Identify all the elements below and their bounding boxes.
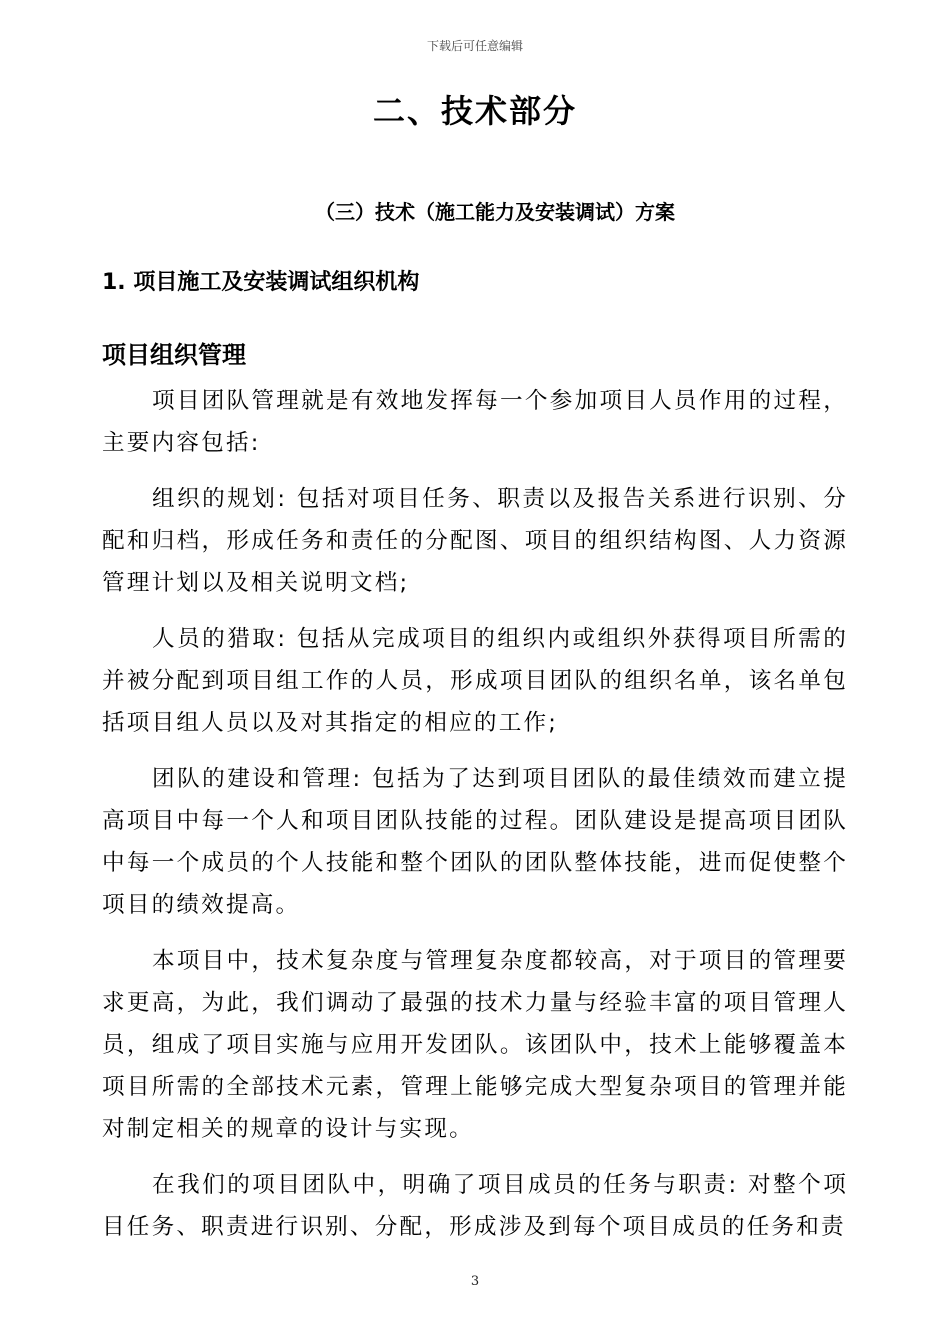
paragraph: 团队的建设和管理: 包括为了达到项目团队的最佳绩效而建立提高项目中每一个人和项目团队技能的过程。团队建设是提高项目团队中每一个成员的个人技能和整个团队的团队整体技能，进而促使整个项目的绩效提高。 <box>102 766 848 918</box>
section-subtitle: （三）技术（施工能力及安装调试）方案 <box>315 200 675 224</box>
page-header: 下载后可任意编辑 <box>426 39 523 53</box>
section-heading: 1. 项目施工及安装调试组织机构 <box>102 270 420 295</box>
subsection-heading: 项目组织管理 <box>102 341 246 369</box>
paragraph: 项目团队管理就是有效地发挥每一个参加项目人员作用的过程，主要内容包括: <box>102 388 848 456</box>
page-title: 二、技术部分 <box>372 92 577 130</box>
paragraph: 本项目中，技术复杂度与管理复杂度都较高，对于项目的管理要求更高，为此，我们调动了最强的技术力量与经验丰富的项目管理人员，组成了项目实施与应用开发团队。该团队中，技术上能够覆盖本项目所需的全部技术元素，管理上能够完成大型复杂项目的管理并能对制定相关的规章的设计与实现。 <box>102 948 848 1142</box>
paragraph: 人员的猎取: 包括从完成项目的组织内或组织外获得项目所需的并被分配到项目组工作的人员，形成项目团队的组织名单，该名单包括项目组人员以及对其指定的相应的工作; <box>102 626 848 736</box>
body-text <box>102 380 848 1262</box>
paragraph: 在我们的项目团队中，明确了项目成员的任务与职责: 对整个项目任务、职责进行识别、分配，形成涉及到每个项目成员的任务和责 <box>102 1172 848 1240</box>
paragraph: 组织的规划: 包括对项目任务、职责以及报告关系进行识别、分配和归档，形成任务和责任的分配图、项目的组织结构图、人力资源管理计划以及相关说明文档; <box>102 486 848 596</box>
page-number: 3 <box>470 1274 480 1289</box>
